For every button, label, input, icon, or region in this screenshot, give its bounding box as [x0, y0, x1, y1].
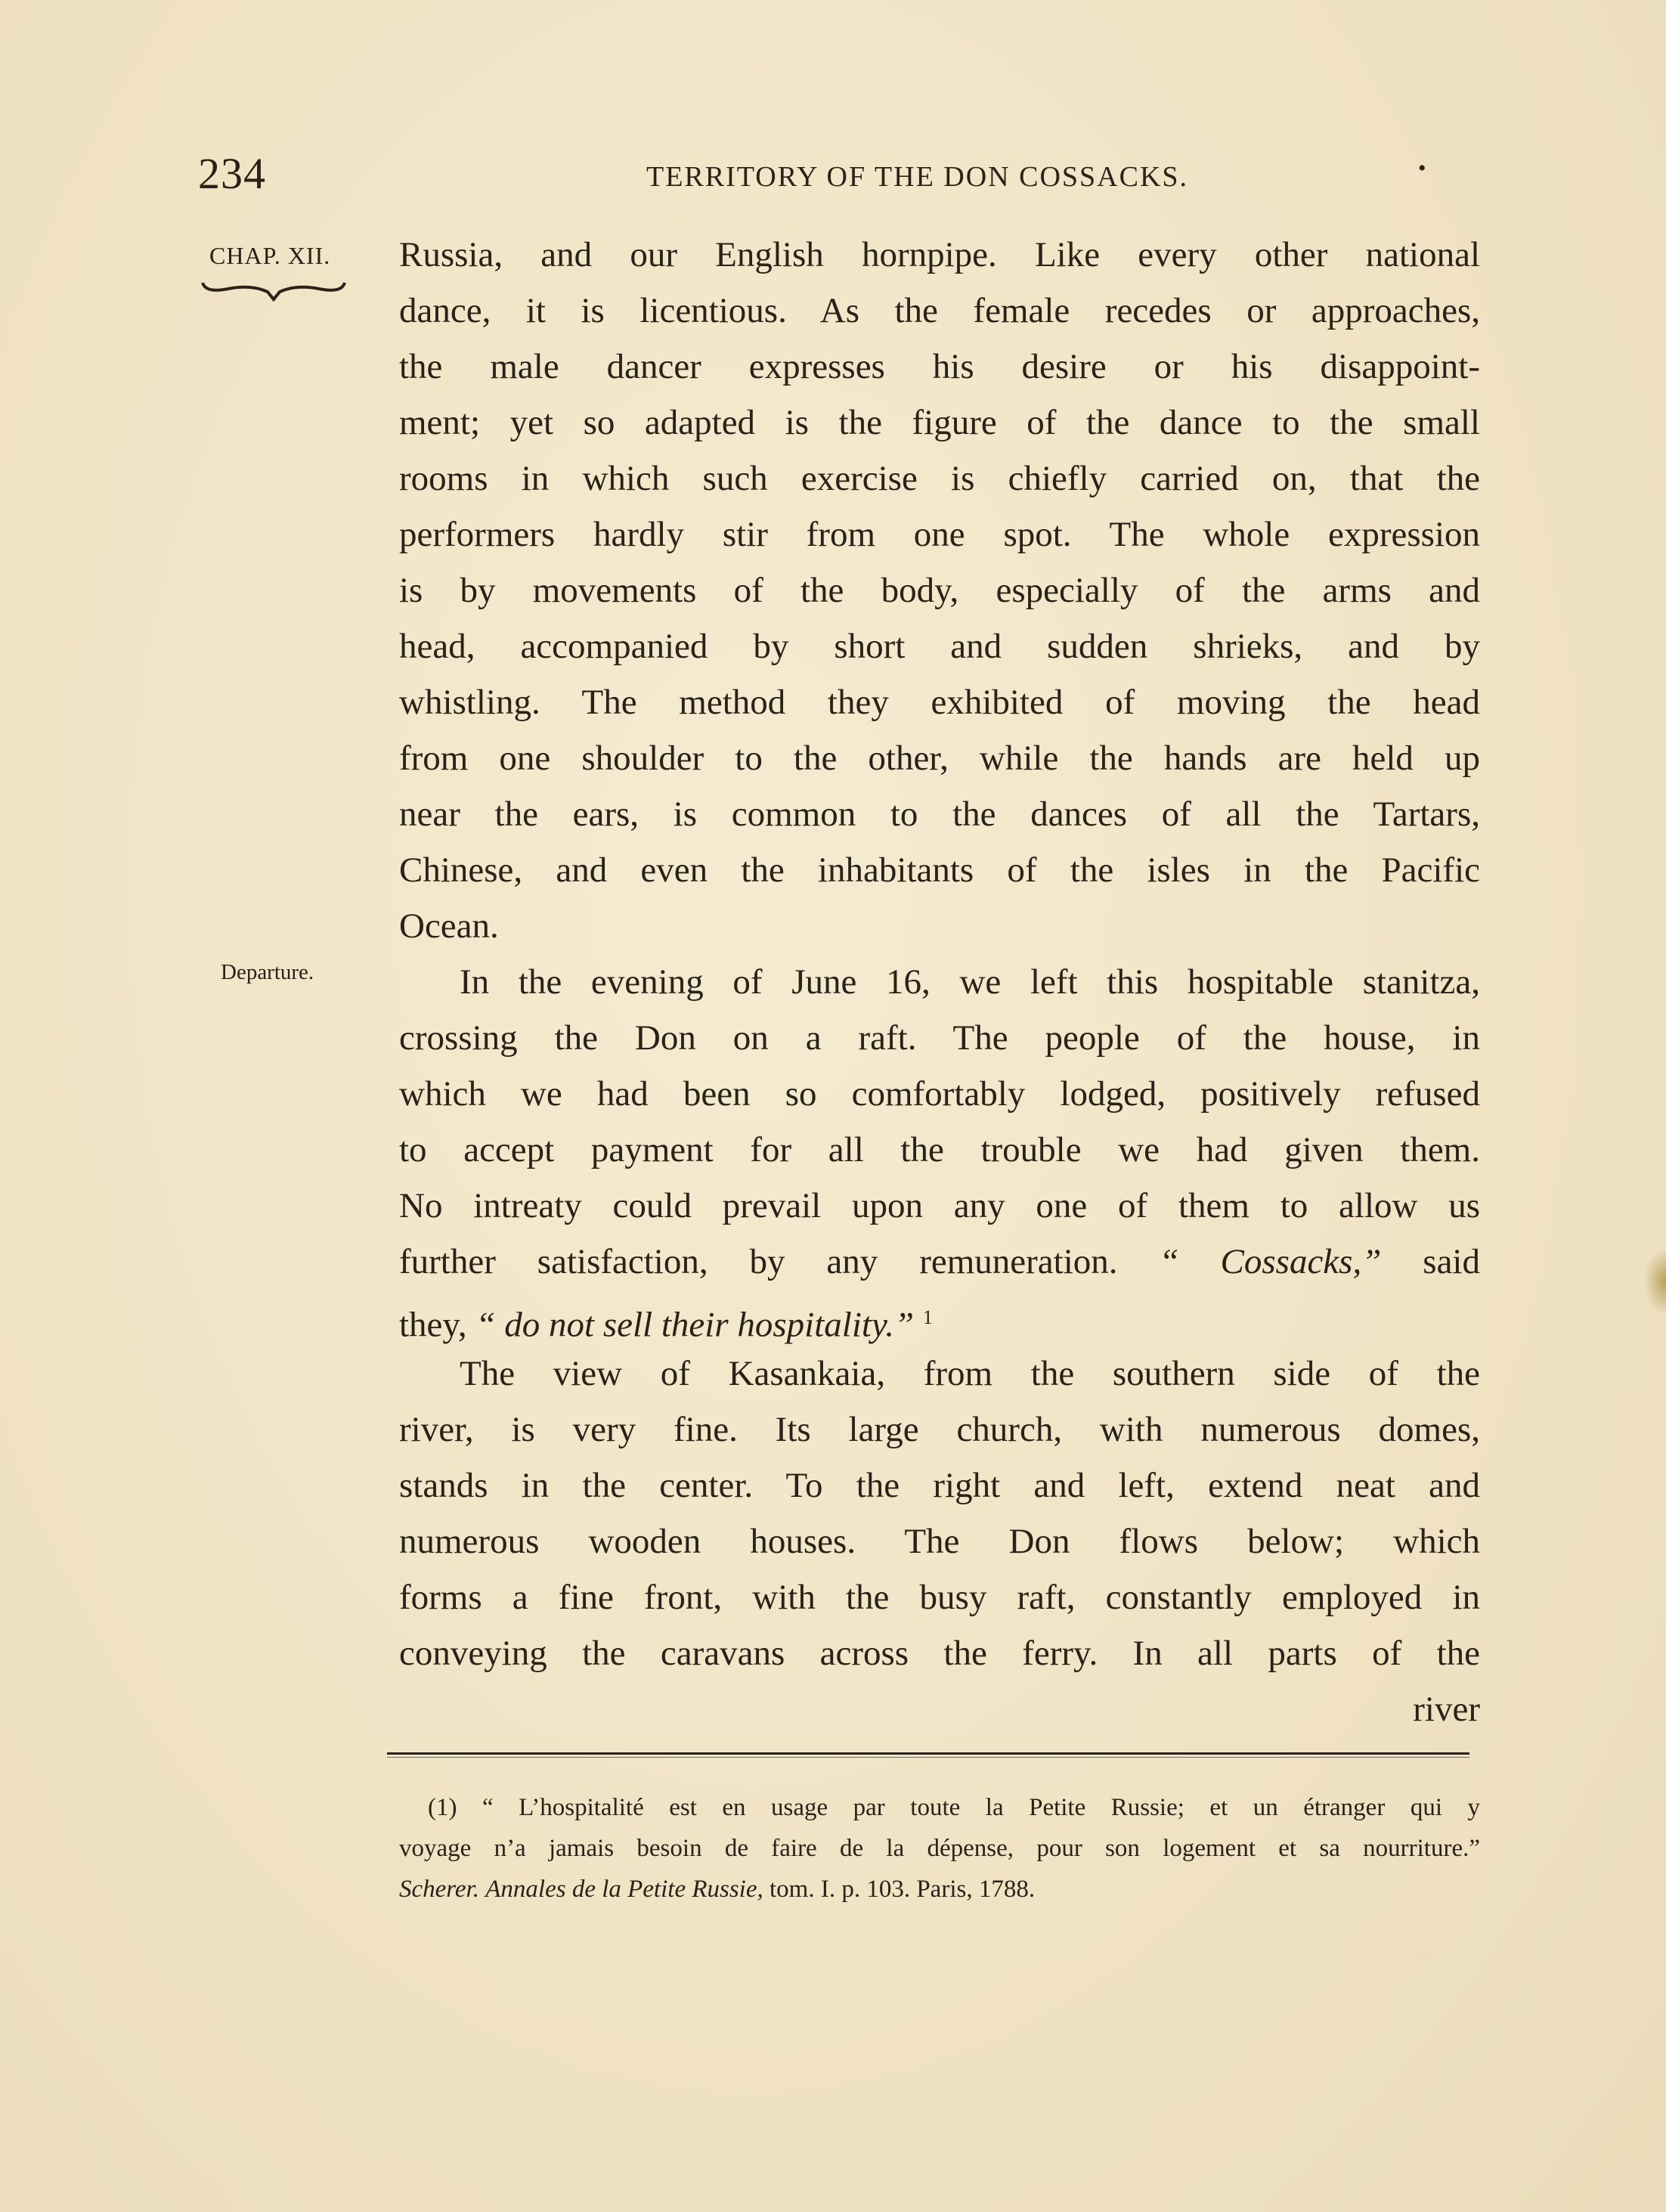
text-line: crossing the Don on a raft. The people of the house, in — [399, 1018, 1480, 1058]
footnote-reference: 1 — [922, 1306, 933, 1328]
text-line: In the evening of June 16, we left this hospitable stanitza, — [460, 962, 1480, 1002]
text-line: numerous wooden houses. The Don flows below; which — [399, 1522, 1480, 1561]
chapter-brace-ornament — [198, 277, 349, 307]
text-line: performers hardly stir from one spot. The whole expression — [399, 515, 1480, 554]
chapter-label: CHAP. XII. — [209, 242, 331, 269]
text-line: The view of Kasankaia, from the southern side of the — [460, 1354, 1480, 1393]
text-line: which we had been so comfortably lodged, positively refused — [399, 1074, 1480, 1114]
footnote-line: (1) “ L’hospitalité est en usage par toute la Petite Russie; et un étranger qui y — [428, 1794, 1480, 1821]
italic-quote: “ Cossacks,” — [1159, 1242, 1382, 1281]
header-mark: • — [1418, 156, 1426, 181]
footnote-work: Annales de la Petite Russie, — [485, 1876, 763, 1903]
italic-quote: “ do not sell their hospitality.” — [475, 1305, 915, 1345]
footnote-reference-detail: tom. I. p. 103. Paris, 1788. — [770, 1876, 1036, 1903]
footnote-line: voyage n’a jamais besoin de faire de la dépense, pour son logement et sa nourriture.” — [399, 1835, 1480, 1862]
footnote — [399, 1787, 1480, 1910]
body-text — [399, 227, 1480, 1737]
footnote-rule — [387, 1752, 1469, 1755]
text-line: whistling. The method they exhibited of moving the head — [399, 683, 1480, 722]
text-line: conveying the caravans across the ferry. In all parts of the — [399, 1634, 1480, 1673]
running-title: TERRITORY OF THE DON COSSACKS. — [646, 161, 1189, 193]
text-line: river, is very fine. Its large church, with numerous domes, — [399, 1410, 1480, 1449]
text-line: stands in the center. To the right and left, extend neat and — [399, 1466, 1480, 1505]
text-line — [399, 1290, 1480, 1346]
footnote-author: Scherer. — [399, 1876, 479, 1903]
text-line: Chinese, and even the inhabitants of the isles in the Pacific — [399, 850, 1480, 890]
text-line: the male dancer expresses his desire or his disappoint- — [399, 347, 1480, 386]
text-line: near the ears, is common to the dances of all the Tartars, — [399, 795, 1480, 834]
text-segment: they, — [399, 1305, 467, 1345]
catchword: river — [1413, 1690, 1480, 1729]
text-segment: further satisfaction, by any remuneration. — [399, 1242, 1118, 1281]
text-line: No intreaty could prevail upon any one of them to allow us — [399, 1186, 1480, 1225]
text-line: dance, it is licentious. As the female recedes or approaches, — [399, 291, 1480, 330]
side-note-departure: Departure. — [221, 960, 314, 984]
text-line: forms a fine front, with the busy raft, constantly employed in — [399, 1578, 1480, 1617]
text-line: to accept payment for all the trouble we had given them. — [399, 1130, 1480, 1170]
page-number: 234 — [198, 149, 266, 198]
text-line — [399, 1234, 1480, 1290]
text-line: from one shoulder to the other, while the hands are held up — [399, 739, 1480, 778]
footnote-rule-thin — [387, 1757, 1469, 1758]
text-line: rooms in which such exercise is chiefly carried on, that the — [399, 459, 1480, 498]
text-line: is by movements of the body, especially of the arms and — [399, 571, 1480, 610]
footnote-citation — [399, 1869, 1480, 1910]
text-line: Ocean. — [399, 906, 499, 946]
text-line: head, accompanied by short and sudden shrieks, and by — [399, 627, 1480, 666]
text-segment: said — [1423, 1242, 1480, 1281]
text-line: Russia, and our English hornpipe. Like every other national — [399, 235, 1480, 274]
page-edge-stain — [1643, 1247, 1666, 1315]
text-line: ment; yet so adapted is the figure of the dance to the small — [399, 403, 1480, 442]
